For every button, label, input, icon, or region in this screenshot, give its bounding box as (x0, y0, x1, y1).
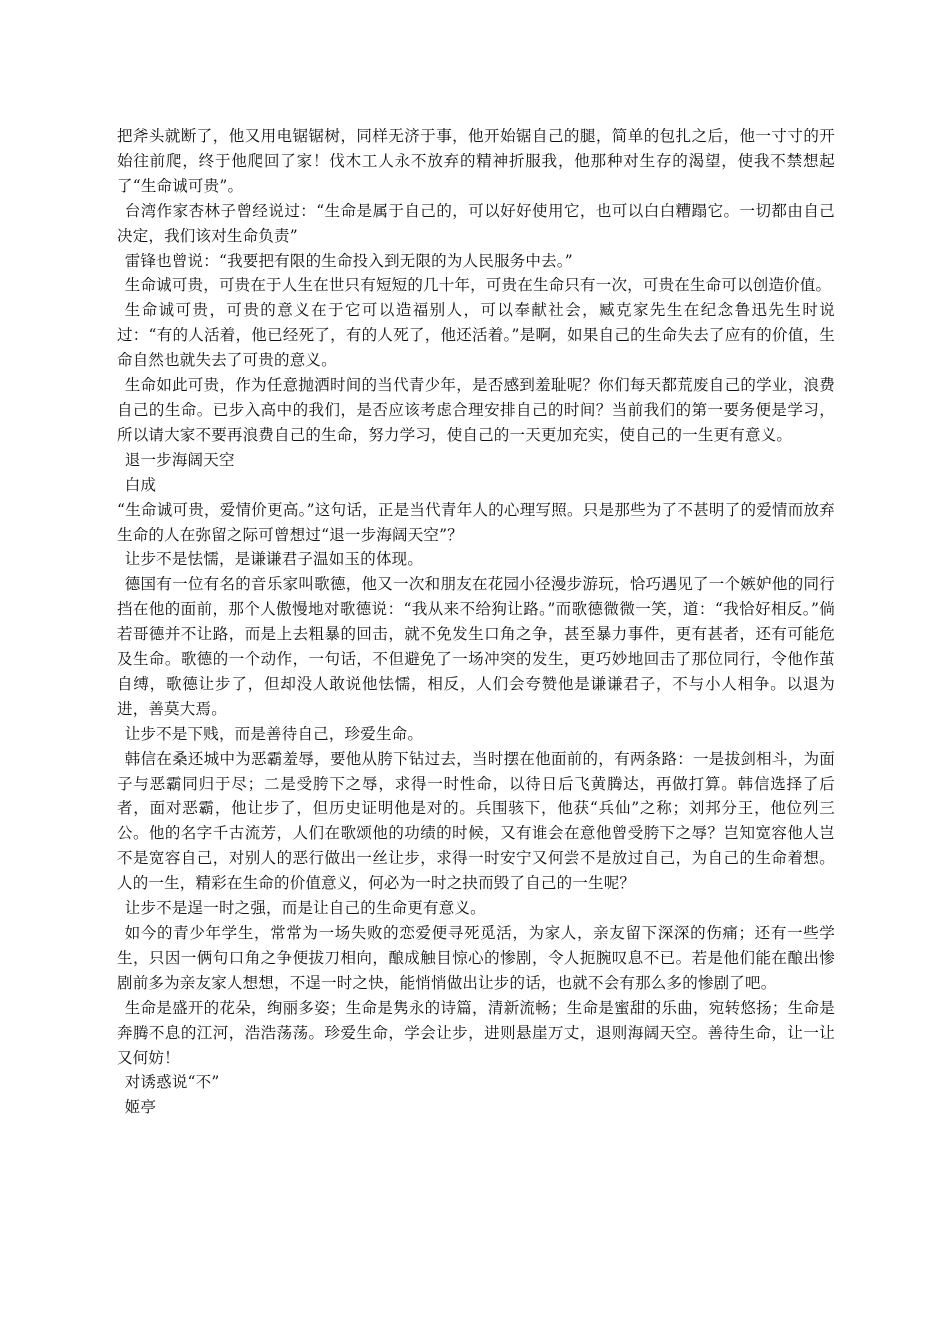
paragraph: 让步不是怯懦，是谦谦君子温如玉的体现。 (124, 550, 424, 569)
paragraph: 雷锋也曾说：“我要把有限的生命投入到无限的为人民服务中去。” (124, 251, 573, 270)
paragraph: 生命诚可贵，可贵在于人生在世只有短短的几十年，可贵在生命只有一次，可贵在生命可以创造价值。 (124, 276, 832, 295)
paragraph: 韩信在桑还城中为恶霸羞辱，要他从胯下钻过去，当时摆在他面前的，有两条路：一是拔剑相斗，为面子与恶霸同归于尽；二是受胯下之辱，求得一时性命，以待日后飞黄腾达，再做打算。韩信选择了后者，面对恶霸，他让步了，但历史证明他是对的。兵围骇下，他获“兵仙”之称；刘邦分王，他位列三公。他的名字千古流芳，人们在歌颂他的功绩的时候，又有谁会在意他曾受胯下之辱？岂知宽容他人岂不是宽容自己，对别人的恶行做出一丝让步，求得一时安宁又何尝不是放过自己，为自己的生命着想。人的一生，精彩在生命的价值意义，何必为一时之抉而毁了自己的一生呢？ (117, 749, 835, 893)
section-title: 退一步海阔天空 (124, 450, 235, 469)
paragraph: 让步不是逞一时之强，而是让自己的生命更有意义。 (124, 899, 486, 918)
paragraph: 德国有一位有名的音乐家叫歌德，他又一次和朋友在花园小径漫步游玩，恰巧遇见了一个嫉妒他的同行挡在他的面前，那个人傲慢地对歌德说：“我从来不给狗让路。”而歌德微微一笑，道：“我恰好相反。”倘若哥德并不让路，而是上去粗暴的回击，就不免发生口角之争，甚至暴力事件，更有甚者，还有可能危及生命。歌德的一个动作，一句话，不但避免了一场冲突的发生，更巧妙地回击了那位同行，令他作茧自缚，歌德让步了，但却没人敢说他怯懦，相反，人们会夸赞他是谦谦君子，不与小人相争。以退为进，善莫大焉。 (117, 575, 835, 718)
paragraph: 生命是盛开的花朵，绚丽多姿；生命是隽永的诗篇，清新流畅；生命是蜜甜的乐曲，宛转悠扬；生命是奔腾不息的江河，浩浩荡荡。珍爱生命，学会让步，进则悬崖万丈，退则海阔天空。善待生命，让一让又何妨！ (117, 998, 835, 1067)
paragraph: 如今的青少年学生，常常为一场失败的恋爱便寻死觅活，为家人，亲友留下深深的伤痛；还有一些学生，只因一俩句口角之争便拔刀相向，酿成触目惊心的惨剧，令人扼腕叹息不已。若是他们能在酿出惨剧前多为亲友家人想想，不逞一时之快，能悄悄做出让步的话，也就不会有那么多的惨剧了吧。 (117, 924, 835, 992)
author-name: 姬亭 (124, 1098, 157, 1117)
paragraph: 把斧头就断了，他又用电锯锯树，同样无济于事，他开始锯自己的腿，简单的包扎之后，他一寸寸的开始往前爬，终于他爬回了家！伐木工人永不放弃的精神折服我，他那种对生存的渴望，使我不禁想起了“生命诚可贵”。 (117, 127, 835, 195)
paragraph: 让步不是下贱，而是善待自己，珍爱生命。 (124, 724, 424, 743)
section-title: 对诱惑说“不” (124, 1073, 220, 1092)
paragraph: “生命诚可贵，爱情价更高。”这句话，正是当代青年人的心理写照。只是那些为了不甚明了的爱情而放弃生命的人在弥留之际可曾想过“退一步海阔天空”？ (117, 500, 835, 544)
author-name: 白成 (124, 475, 157, 494)
paragraph: 生命诚可贵，可贵的意义在于它可以造福别人，可以奉献社会，臧克家先生在纪念鲁迅先生时说过：“有的人活着，他已经死了，有的人死了，他还活着。”是啊，如果自己的生命失去了应有的价值，生命自然也就失去了可贵的意义。 (117, 301, 835, 370)
paragraph: 台湾作家杏林子曾经说过：“生命是属于自己的，可以好好使用它，也可以白白糟蹋它。一切都由自己决定，我们该对生命负责” (117, 201, 835, 245)
paragraph: 生命如此可贵，作为任意抛洒时间的当代青少年，是否感到羞耻呢？你们每天都荒废自己的学业，浪费自己的生命。已步入高中的我们，是否应该考虑合理安排自己的时间？当前我们的第一要务便是学习，所以请大家不要再浪费自己的生命，努力学习，使自己的一天更加充实，使自己的一生更有意义。 (117, 376, 835, 444)
document-body (117, 124, 835, 1120)
